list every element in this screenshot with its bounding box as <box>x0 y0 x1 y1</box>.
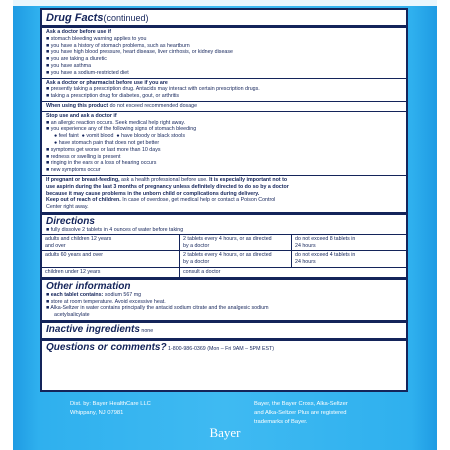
ask-doctor-section <box>42 25 406 78</box>
list-item: ■ you have asthma <box>46 62 92 69</box>
questions-section <box>42 338 406 356</box>
questions-phone: 1-800-986-0369 (Mon – Fri 9AM – 5PM EST) <box>166 345 275 352</box>
table-row: adults and children 12 years and over 2 tablets every 4 hours, or as directed by a doctor do not exceed 8 tablets in 24 hours <box>42 235 406 252</box>
list-item: ■ an allergic reaction occurs. Seek medical help right away. <box>46 119 186 126</box>
when-using-heading: When using this product <box>46 102 109 109</box>
sub-list-item: ● have stomach pain that does not get better <box>54 139 160 146</box>
list-item: ■ presently taking a prescription drug. Antacids may interact with certain prescription drugs. <box>46 86 260 93</box>
list-item: ■ you are taking a diuretic <box>46 56 107 63</box>
stop-use-heading: Stop use and ask a doctor if <box>46 112 117 119</box>
bayer-logo: Bayer <box>209 425 241 440</box>
list-item: ■ symptoms get worse or last more than 10 days <box>46 146 161 153</box>
list-item: ■ Alka-Seltzer in water contains principally the antacid sodium citrate and the analgesic sodium <box>46 305 269 312</box>
trademark-info: Bayer, the Bayer Cross, Alka-Seltzer and Alka-Seltzer Plus are registered trademarks of Bayer. <box>254 401 348 425</box>
list-item: ■ redness or swelling is present <box>46 153 121 160</box>
ask-pharmacist-section <box>42 78 406 101</box>
list-item: ■ store at room temperature. Avoid excessive heat. <box>46 298 166 305</box>
table-row: children under 12 years consult a doctor <box>42 268 406 277</box>
keep-out-heading: Keep out of reach of children. <box>46 197 121 204</box>
list-item: ■ taking a prescription drug for diabetes, gout, or arthritis <box>46 93 180 100</box>
list-item: ■ each tablet contains: sodium 567 mg <box>46 291 142 298</box>
list-item: ■ you have high blood pressure, heart disease, liver cirrhosis, or kidney disease <box>46 49 233 56</box>
pregnancy-section: If pregnant or breast-feeding, ask a health professional before use. It is especially important not to use aspirin during the last 3 months of pregnancy unless definitely directed to do so by a doctor because it may cause problems in the unborn child or complications during delivery. Keep out of reach of children. In case of overdose, get medical help or contact a Poison Control Center right away. <box>42 175 406 212</box>
when-using-text: do not exceed recommended dosage <box>109 102 198 109</box>
pregnancy-heading: If pregnant or breast-feeding, <box>46 176 120 183</box>
list-item: ■ you have a sodium-restricted diet <box>46 69 129 76</box>
other-info-section <box>42 277 406 320</box>
list-item: ■ ringing in the ears or a loss of hearing occurs <box>46 160 157 167</box>
drug-facts-panel <box>40 8 408 392</box>
stop-use-section <box>42 111 406 175</box>
list-item-continued: acetylsalicylate <box>54 312 90 319</box>
sub-list-item: ● feel faint ● vomit blood ● have bloody or black stools <box>54 133 185 140</box>
list-item: ■ stomach bleeding warning applies to you <box>46 35 147 42</box>
inactive-section <box>42 320 406 338</box>
inactive-heading: Inactive ingredients <box>46 323 140 335</box>
list-item: ■ you have a history of stomach problems, such as heartburn <box>46 42 190 49</box>
list-item: ■ fully dissolve 2 tablets in 4 ounces of water before taking <box>46 226 184 233</box>
dosage-table <box>42 234 406 277</box>
list-item: ■ new symptoms occur <box>46 167 101 174</box>
distributor-info: Dist. by: Bayer HealthCare LLC Whippany, NJ 07981 <box>70 401 151 416</box>
table-row: adults 60 years and over 2 tablets every 4 hours, or as directed by a doctor do not exceed 4 tablets in 24 hours <box>42 251 406 268</box>
directions-section <box>42 212 406 277</box>
other-info-heading: Other information <box>46 280 131 292</box>
questions-heading: Questions or comments? <box>46 341 167 353</box>
ask-doctor-heading: Ask a doctor before use if <box>46 29 112 35</box>
package-background <box>13 0 437 450</box>
inactive-text: none <box>139 327 154 334</box>
when-using-section <box>42 101 406 111</box>
top-stripe <box>13 0 437 6</box>
directions-heading: Directions <box>46 215 95 227</box>
ask-pharmacist-heading: Ask a doctor or pharmacist before use if you are <box>46 79 168 86</box>
drug-facts-title: Drug Facts(continued) <box>46 12 149 24</box>
list-item: ■ you experience any of the following signs of stomach bleeding <box>46 126 197 133</box>
